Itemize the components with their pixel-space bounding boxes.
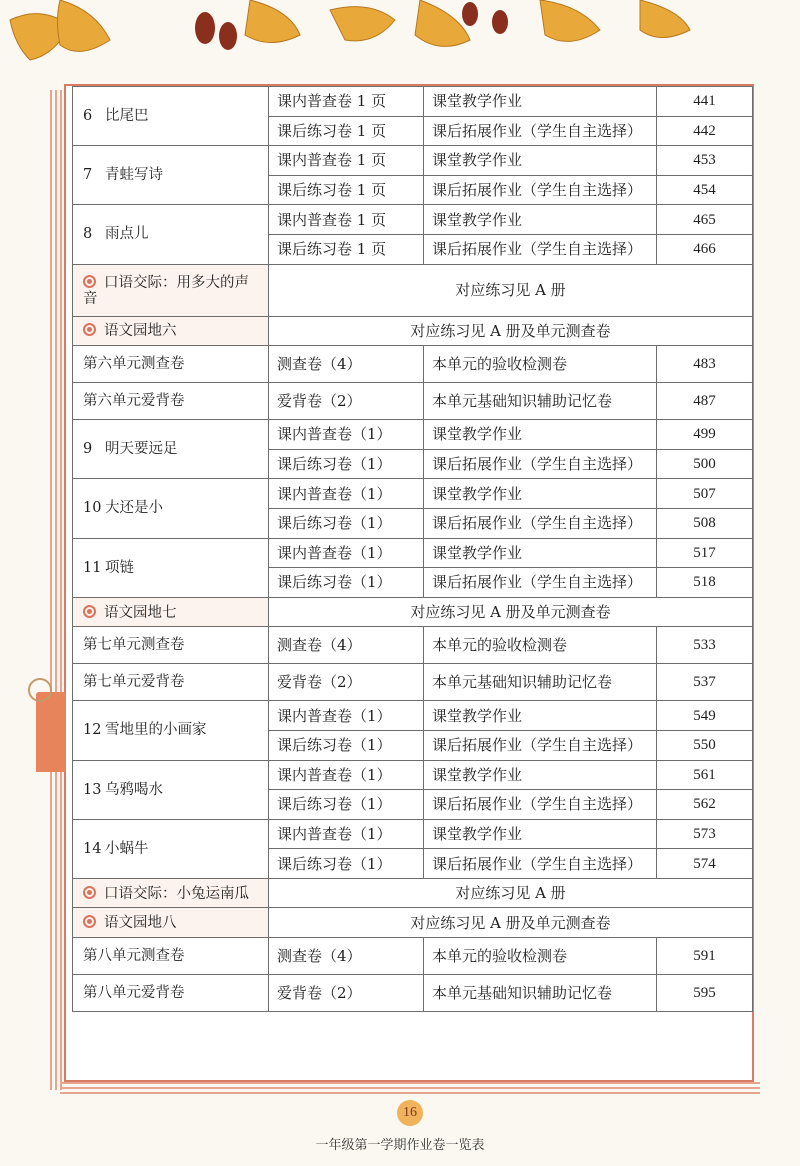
worksheet-cell: 课后练习卷（1） [269,730,424,760]
table-row [73,760,753,790]
purpose-cell: 课堂教学作业 [424,87,657,117]
worksheet-cell: 测查卷（4） [269,938,424,975]
table-row [73,146,753,176]
unit-title-cell: 第七单元测查卷 [73,627,269,664]
purpose-cell: 课堂教学作业 [424,819,657,849]
code-cell: 453 [657,146,753,176]
section-title-cell [73,316,269,346]
footer-title: 一年级第一学期作业卷一览表 [315,1138,485,1153]
table-row [73,701,753,731]
lesson-number: 13 [83,781,102,798]
unit-row [73,664,753,701]
lesson-title: 大还是小 [105,500,163,517]
lesson-number: 9 [83,441,93,458]
lesson-title: 乌鸦喝水 [105,781,163,798]
lesson-title: 明天要远足 [105,441,178,458]
section-title: 语文园地八 [104,915,177,932]
worksheet-cell: 课后练习卷（1） [269,449,424,479]
purpose-cell: 课堂教学作业 [424,146,657,176]
section-title-cell [73,878,269,908]
circle-bullet-icon [83,323,96,336]
unit-row [73,975,753,1012]
code-cell: 533 [657,627,753,664]
purpose-cell: 课后拓展作业（学生自主选择） [424,508,657,538]
code-cell: 550 [657,730,753,760]
lesson-title-cell [73,760,269,819]
worksheet-cell: 课后练习卷 1 页 [269,116,424,146]
code-cell: 441 [657,87,753,117]
code-cell: 561 [657,760,753,790]
circle-bullet-icon [83,275,96,288]
code-cell: 517 [657,538,753,568]
unit-row [73,627,753,664]
code-cell: 562 [657,790,753,820]
lesson-title: 比尾巴 [105,108,149,125]
section-title-cell [73,908,269,938]
code-cell: 595 [657,975,753,1012]
worksheet-cell: 课后练习卷（1） [269,790,424,820]
purpose-cell: 本单元基础知识辅助记忆卷 [424,664,657,701]
unit-row [73,938,753,975]
lesson-number: 7 [83,167,93,184]
lesson-number: 10 [83,500,102,517]
lesson-number: 11 [83,559,102,576]
lesson-title: 青蛙写诗 [105,167,163,184]
table-row [73,819,753,849]
table-row [73,479,753,509]
purpose-cell: 课后拓展作业（学生自主选择） [424,175,657,205]
lesson-number: 12 [83,722,102,739]
circle-bullet-icon [83,886,96,899]
section-title: 语文园地七 [104,604,177,621]
lesson-title-cell [73,87,269,146]
worksheet-cell: 课内普查卷（1） [269,819,424,849]
lesson-title: 项链 [105,559,134,576]
section-row [73,908,753,938]
circle-bullet-icon [83,605,96,618]
lesson-title-cell [73,146,269,205]
bookmark-tag [36,692,66,772]
purpose-cell: 课堂教学作业 [424,479,657,509]
unit-title-cell: 第八单元爱背卷 [73,975,269,1012]
code-cell: 573 [657,819,753,849]
worksheet-cell: 课内普查卷（1） [269,760,424,790]
lesson-title: 雨点儿 [105,226,149,243]
lesson-title-cell [73,819,269,878]
page-bottom-lines [60,1080,760,1098]
unit-row [73,383,753,420]
unit-title-cell: 第六单元测查卷 [73,346,269,383]
lesson-number: 6 [83,108,93,125]
purpose-cell: 课堂教学作业 [424,420,657,450]
lesson-number: 8 [83,226,93,243]
worksheet-cell: 课内普查卷（1） [269,420,424,450]
code-cell: 591 [657,938,753,975]
lesson-title-cell [73,205,269,264]
purpose-cell: 课后拓展作业（学生自主选择） [424,568,657,598]
lesson-title-cell [73,538,269,597]
worksheet-cell: 课内普查卷（1） [269,479,424,509]
purpose-cell: 本单元基础知识辅助记忆卷 [424,383,657,420]
lesson-title: 雪地里的小画家 [105,722,207,739]
code-cell: 483 [657,346,753,383]
unit-row [73,346,753,383]
section-note-cell: 对应练习见 A 册及单元测查卷 [269,908,753,938]
worksheet-cell: 课后练习卷（1） [269,568,424,598]
purpose-cell: 课后拓展作业（学生自主选择） [424,790,657,820]
section-row [73,597,753,627]
lesson-title-cell [73,420,269,479]
purpose-cell: 本单元的验收检测卷 [424,938,657,975]
assignment-table [72,86,753,1012]
purpose-cell: 课堂教学作业 [424,701,657,731]
section-title: 口语交际：用多大的声音 [83,274,249,307]
table-row [73,420,753,450]
section-row [73,878,753,908]
worksheet-cell: 课内普查卷（1） [269,538,424,568]
code-cell: 442 [657,116,753,146]
purpose-cell: 课后拓展作业（学生自主选择） [424,449,657,479]
lesson-title-cell [73,479,269,538]
purpose-cell: 课堂教学作业 [424,760,657,790]
unit-title-cell: 第六单元爱背卷 [73,383,269,420]
unit-title-cell: 第八单元测查卷 [73,938,269,975]
worksheet-cell: 测查卷（4） [269,346,424,383]
code-cell: 500 [657,449,753,479]
worksheet-cell: 测查卷（4） [269,627,424,664]
code-cell: 487 [657,383,753,420]
code-cell: 549 [657,701,753,731]
worksheet-cell: 爱背卷（2） [269,975,424,1012]
section-row [73,316,753,346]
purpose-cell: 本单元基础知识辅助记忆卷 [424,975,657,1012]
purpose-cell: 课后拓展作业（学生自主选择） [424,730,657,760]
worksheet-cell: 课后练习卷 1 页 [269,175,424,205]
section-title-cell [73,597,269,627]
purpose-cell: 课后拓展作业（学生自主选择） [424,849,657,879]
section-note-cell: 对应练习见 A 册 [269,878,753,908]
code-cell: 454 [657,175,753,205]
purpose-cell: 本单元的验收检测卷 [424,346,657,383]
section-note-cell: 对应练习见 A 册及单元测查卷 [269,316,753,346]
worksheet-cell: 课后练习卷 1 页 [269,234,424,264]
worksheet-cell: 课内普查卷 1 页 [269,205,424,235]
purpose-cell: 课堂教学作业 [424,538,657,568]
section-note-cell: 对应练习见 A 册 [269,264,753,316]
section-title: 口语交际：小兔运南瓜 [104,885,249,902]
table-row [73,87,753,117]
section-row [73,264,753,316]
table-row [73,205,753,235]
code-cell: 507 [657,479,753,509]
purpose-cell: 课后拓展作业（学生自主选择） [424,234,657,264]
code-cell: 499 [657,420,753,450]
section-note-cell: 对应练习见 A 册及单元测查卷 [269,597,753,627]
code-cell: 574 [657,849,753,879]
purpose-cell: 课堂教学作业 [424,205,657,235]
table-row [73,538,753,568]
section-title-cell [73,264,269,316]
purpose-cell: 课后拓展作业（学生自主选择） [424,116,657,146]
lesson-title: 小蜗牛 [105,840,149,857]
worksheet-cell: 课后练习卷（1） [269,849,424,879]
worksheet-cell: 爱背卷（2） [269,383,424,420]
code-cell: 465 [657,205,753,235]
worksheet-cell: 课内普查卷（1） [269,701,424,731]
code-cell: 537 [657,664,753,701]
code-cell: 466 [657,234,753,264]
circle-bullet-icon [83,915,96,928]
worksheet-cell: 课内普查卷 1 页 [269,146,424,176]
code-cell: 508 [657,508,753,538]
code-cell: 518 [657,568,753,598]
lesson-number: 14 [83,840,102,857]
lesson-title-cell [73,701,269,760]
worksheet-cell: 课后练习卷（1） [269,508,424,538]
purpose-cell: 本单元的验收检测卷 [424,627,657,664]
unit-title-cell: 第七单元爱背卷 [73,664,269,701]
worksheet-cell: 课内普查卷 1 页 [269,87,424,117]
page-number: 16 [397,1100,423,1126]
worksheet-cell: 爱背卷（2） [269,664,424,701]
section-title: 语文园地六 [104,323,177,340]
